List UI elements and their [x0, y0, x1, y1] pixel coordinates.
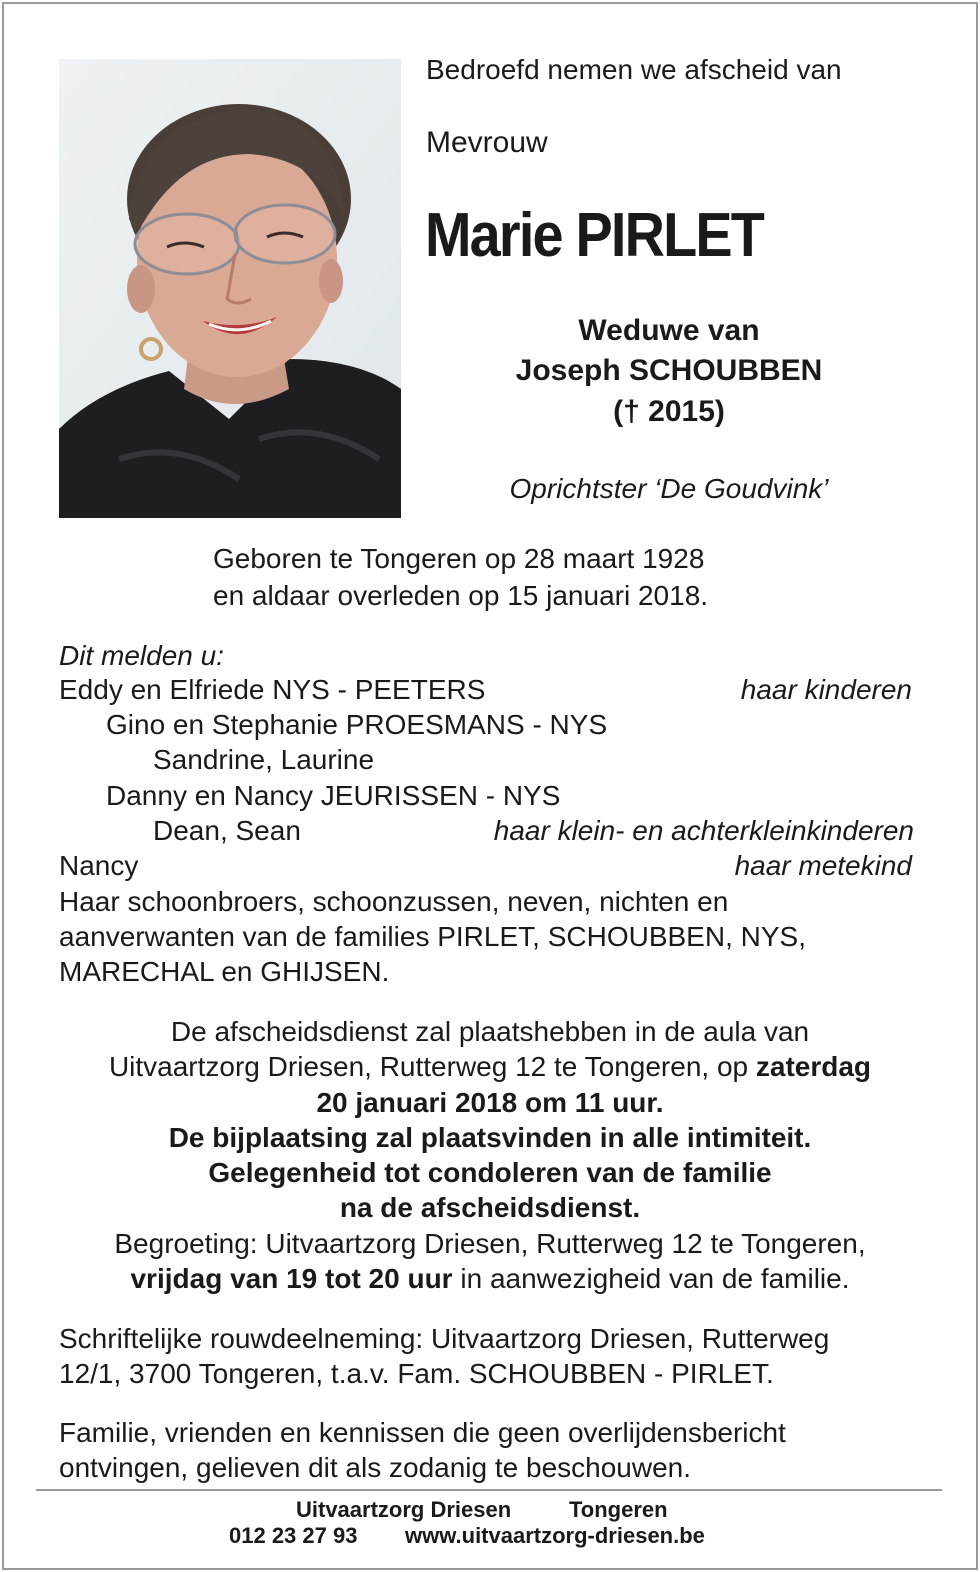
- footer-website: www.uitvaartzorg-driesen.be: [405, 1523, 705, 1548]
- family-role-godchild: haar metekind: [734, 850, 912, 881]
- greeting-time-line: [0, 1263, 980, 1295]
- condolence-address-2: 12/1, 3700 Tongeren, t.a.v. Fam. SCHOUBBEN - PIRLET.: [59, 1358, 774, 1389]
- condolence-note-2: na de afscheidsdienst.: [339, 1192, 641, 1223]
- family-line-8: aanverwanten van de families PIRLET, SCHOUBBEN, NYS,: [59, 921, 806, 952]
- notice-line-1: Familie, vrienden en kennissen die geen overlijdensbericht: [59, 1417, 786, 1448]
- family-line-3: Sandrine, Laurine: [153, 744, 375, 775]
- family-line-6: Nancy: [59, 850, 139, 881]
- intro-text: Bedroefd nemen we afscheid van: [426, 54, 842, 85]
- portrait-photo: [59, 59, 401, 518]
- family-line-1: Eddy en Elfriede NYS - PEETERS: [59, 674, 486, 705]
- family-heading: Dit melden u:: [59, 640, 224, 671]
- greeting-time: vrijdag van 19 tot 20 uur: [130, 1263, 453, 1294]
- burial-note: De bijplaatsing zal plaatsvinden in alle intimiteit.: [168, 1122, 812, 1153]
- ceremony-day: zaterdag: [755, 1051, 872, 1082]
- ceremony-line-2: [0, 1051, 980, 1083]
- widow-line-3: († 2015): [613, 395, 725, 428]
- condolence-address-1: Schriftelijke rouwdeelneming: Uitvaartzorg Driesen, Rutterweg: [59, 1323, 830, 1354]
- ceremony-date: 20 januari 2018 om 11 uur.: [316, 1087, 664, 1118]
- footer-phone: 012 23 27 93: [229, 1523, 358, 1548]
- widow-line-2: Joseph SCHOUBBEN: [515, 354, 823, 387]
- greeting-location: Begroeting: Uitvaartzorg Driesen, Rutterweg 12 te Tongeren,: [114, 1228, 866, 1259]
- family-line-5: Dean, Sean: [153, 815, 301, 846]
- ceremony-line-1: De afscheidsdienst zal plaatshebben in de aula van: [170, 1016, 810, 1047]
- family-role-grandchildren: haar klein- en achterkleinkinderen: [493, 815, 914, 846]
- family-line-4: Danny en Nancy JEURISSEN - NYS: [106, 780, 561, 811]
- notice-line-2: ontvingen, gelieven dit als zodanig te beschouwen.: [59, 1452, 691, 1483]
- footer-company: Uitvaartzorg Driesen: [296, 1497, 512, 1522]
- family-role-children: haar kinderen: [740, 674, 912, 705]
- deceased-name: Marie PIRLET: [425, 201, 764, 270]
- ceremony-location: Uitvaartzorg Driesen, Rutterweg 12 te Tongeren, op: [108, 1051, 756, 1082]
- founder-text: Oprichtster ‘De Goudvink’: [509, 473, 829, 504]
- family-line-9: MARECHAL en GHIJSEN.: [59, 956, 390, 987]
- greeting-presence: in aanwezigheid van de familie.: [452, 1263, 850, 1294]
- widow-line-1: Weduwe van: [578, 314, 760, 347]
- salutation: Mevrouw: [426, 126, 548, 159]
- footer-city: Tongeren: [569, 1497, 668, 1522]
- family-line-2: Gino en Stephanie PROESMANS - NYS: [106, 709, 608, 740]
- footer-divider: [36, 1489, 942, 1491]
- birth-line: Geboren te Tongeren op 28 maart 1928: [213, 543, 705, 574]
- condolence-note-1: Gelegenheid tot condoleren van de familie: [208, 1157, 772, 1188]
- death-line: en aldaar overleden op 15 januari 2018.: [213, 580, 709, 611]
- family-line-7: Haar schoonbroers, schoonzussen, neven, nichten en: [59, 886, 729, 917]
